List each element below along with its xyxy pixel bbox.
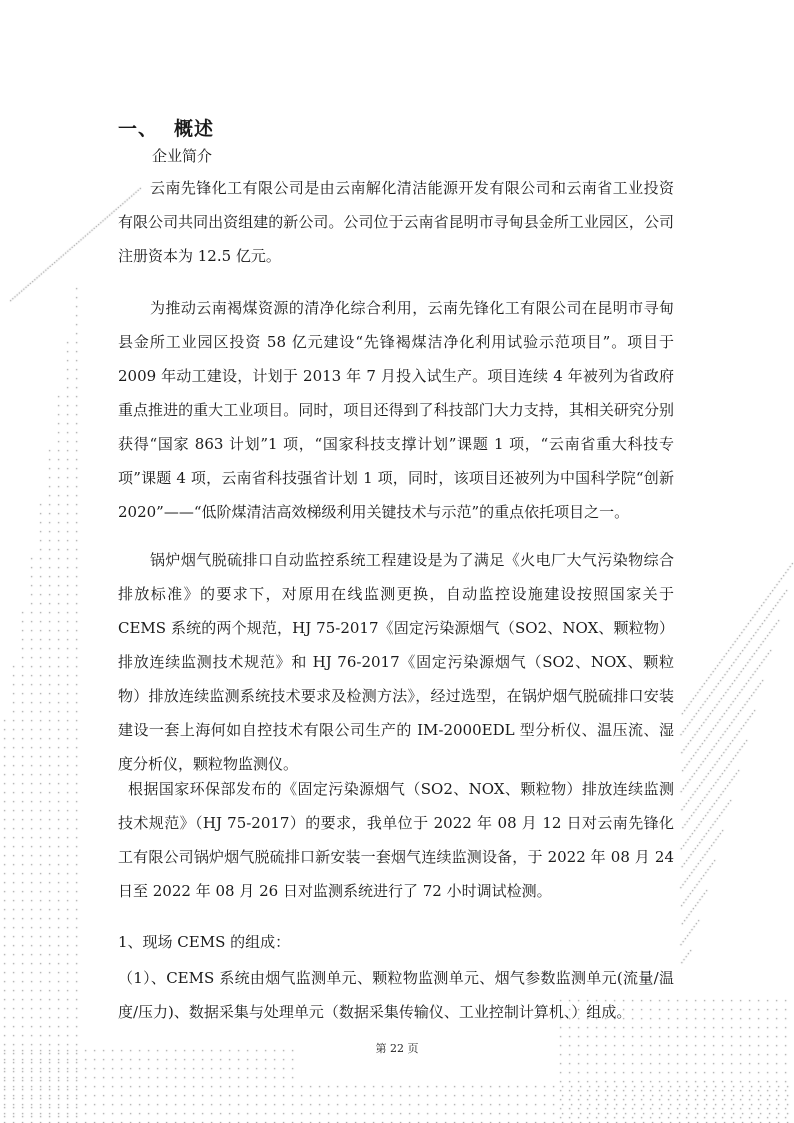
- section-heading: [118, 114, 214, 141]
- paragraph-monitoring-basis: 根据国家环保部发布的《固定污染源烟气（SO2、NOX、颗粒物）排放连续监测技术规范》（HJ 75-2017）的要求，我单位于 2022 年 08 月 12 日对云南先锋化工有限公司锅炉烟气脱硫排口新安装一套烟气连续监测设备，于 2022 年 08 月 24 日至 2022 年 08 月 26 日对监测系统进行了 72 小时调试检测。: [118, 780, 674, 900]
- section-title: 概述: [174, 118, 215, 140]
- list-heading-cems-composition: 1、现场 CEMS 的组成：: [118, 933, 291, 951]
- section-number: 一、: [118, 118, 159, 140]
- paragraph-cems-construction: 锅炉烟气脱硫排口自动监控系统工程建设是为了满足《火电厂大气污染物综合排放标准》的要求下，对原用在线监测更换，自动监控设施建设按照国家关于 CEMS 系统的两个规范，HJ 75-2017《固定污染源烟气（SO2、NOX、颗粒物）排放连续监测技术规范》和 HJ 76-2017《固定污染源烟气（SO2、NOX、颗粒物）排放连续监测系统技术要求及检测方法》，经过选型，在锅炉烟气脱硫排口安装建设一套上海何如自控技术有限公司生产的 IM-2000EDL 型分析仪、温压流、湿度分析仪，颗粒物监测仪。: [118, 551, 674, 773]
- paragraph-company-overview: 云南先锋化工有限公司是由云南解化清洁能源开发有限公司和云南省工业投资有限公司共同出资组建的新公司。公司位于云南省昆明市寻甸县金所工业园区，公司注册资本为 12.5 亿元。: [118, 179, 674, 265]
- paragraph-project-background: 为推动云南褐煤资源的清净化综合利用，云南先锋化工有限公司在昆明市寻甸县金所工业园区投资 58 亿元建设“先锋褐煤洁净化利用试验示范项目”。项目于 2009 年动工建设，计划于 2013 年 7 月投入试生产。项目连续 4 年被列为省政府重点推进的重大工业项目。同时，项目还得到了科技部门大力支持，其相关研究分别获得“国家 863 计划”1 项，“国家科技支撑计划”课题 1 项，“云南省重大科技专项”课题 4 项，云南省科技强省计划 1 项，同时，该项目还被列为中国科学院“创新 2020”——“低阶煤清洁高效梯级利用关键技术与示范”的重点依托项目之一。: [118, 299, 674, 521]
- list-item-cems-units: （1）、CEMS 系统由烟气监测单元、颗粒物监测单元、烟气参数监测单元(流量/温度/压力)、数据采集与处理单元（数据采集传输仪、工业控制计算机、）组成。: [118, 969, 674, 1021]
- subheading-company-intro: 企业简介: [152, 147, 213, 165]
- page-number-footer: 第 22 页: [375, 1042, 419, 1055]
